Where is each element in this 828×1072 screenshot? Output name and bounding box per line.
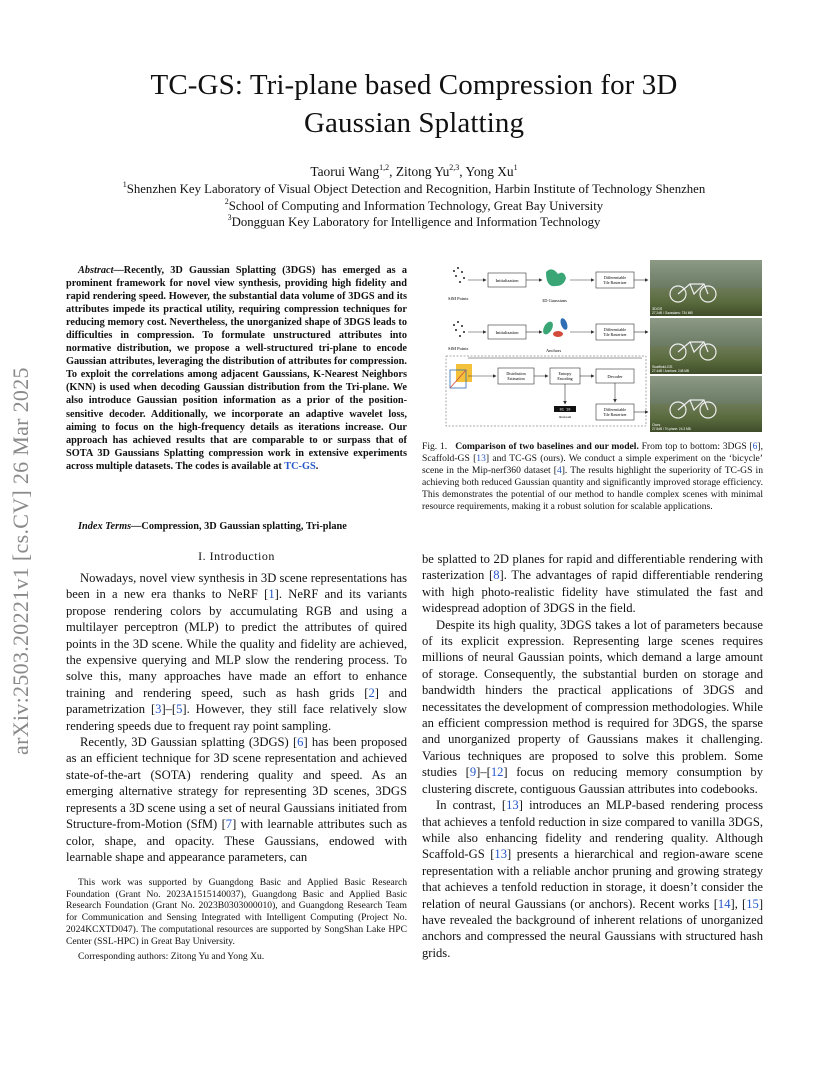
arxiv-stamp: arXiv:2503.20221v1 [cs.CV] 26 Mar 2025 bbox=[8, 367, 33, 755]
caption-label: Fig. 1. bbox=[422, 441, 448, 452]
svg-text:Distribution: Distribution bbox=[506, 371, 526, 376]
corresponding-footnote: Corresponding authors: Zitong Yu and Yong Xu. bbox=[78, 951, 265, 963]
author-1-affil: 1,2 bbox=[379, 162, 390, 172]
row2-init-box: Initialization bbox=[495, 330, 519, 335]
citation-link[interactable]: 1 bbox=[268, 587, 275, 602]
author-3: Yong Xu bbox=[465, 164, 514, 179]
caption-title: Comparison of two baselines and our model. bbox=[455, 441, 639, 452]
citation-link[interactable]: 5 bbox=[176, 702, 183, 717]
body-paragraph: Despite its high quality, 3DGS takes a lot of parameters because of its explicit expression. Representing large scenes requires millions of neural Gaussian points, which demand a large amount of storage. Consequently, the substantial burden on storage and bandwidth hinders the practical applications of 3DGS and necessitates the development of compression methodologies. While an efficient compression method is required for 3DGS, the sparse and unorganized property of Gaussians makes it challenging. Various techniques are proposed to solve this problem. Some studies [9]–[12] focus on reducing memory consumption by clustering discrete, contiguous Gaussian attributes into codebooks. bbox=[422, 617, 763, 796]
row2-mid-label: Anchors bbox=[546, 348, 562, 353]
abstract: Abstract—Recently, 3D Gaussian Splatting (3DGS) has emerged as a prominent framework for novel view synthesis, providing high fidelity and rapid rendering speed. However, the substantial data volume of 3DGS and its attributes impede its practical utility, requiring compression techniques for reducing memory cost. Nevertheless, the unorganized shape of 3DGS leads to difficulties in compression. To formulate unstructured attributes into normative distribution, we propose a well-structured tri-plane to encode Gaussian attributes, leveraging the distribution of attributes for compression. To exploit the correlations among adjacent Gaussians, K-Nearest Neighbors (KNN) is used when decoding Gaussian distribution from the Tri-plane. We also introduce Gaussian position information as a prior of the position-sensitive decoder. Additionally, we incorporate an adaptive wavelet loss, aiming to focus on the high-frequency details as iterations increase. Our approach has achieved results that are comparable to or surpass that of SOTA 3D Gaussians Splatting compression work in extensive experiments across multiple datasets. The codes is available at TC-GS. bbox=[66, 265, 407, 472]
body-paragraph: Recently, 3D Gaussian splatting (3DGS) [6] has been proposed as an efficient technique for 3D scene representation and achieved state-of-the-art (SOTA) rendering quality and speed. As an emerging alternative strategy for representing 3D scenes, 3DGS represents a 3D scene using a set of neural Gaussians initiated from Structure-from-Motion (SfM) [7] with learnable attributes such as color, shape, and opacity. These Gaussians, endowed with learnable shape and appearance parameters, can bbox=[66, 735, 408, 864]
citation-link[interactable]: 9 bbox=[469, 765, 477, 780]
author-2: Zitong Yu bbox=[395, 164, 450, 179]
author-2-affil: 2,3 bbox=[449, 162, 460, 172]
section-heading: I. Introduction bbox=[198, 549, 275, 563]
row2-input-label: SfM Points bbox=[448, 346, 469, 351]
figure-1-caption: Fig. 1. Comparison of two baselines and our model. From top to bottom: 3DGS [6], Scaffold-GS [13] and TC-GS (ours). We conduct a simple experiment on the ‘bicycle’ scene in the Mip-nerf360 dataset [4]. The results highlight the superiority of TC-GS in achieving both reduced Gaussian quantity and significantly improved storage efficiency. This demonstrates the potential of our method to handle complex scenes with minimal resource requirements, making it a robust solution for scalable applications. bbox=[422, 441, 764, 512]
row3-decoder-box: Decoder bbox=[607, 374, 623, 379]
paper-title bbox=[0, 66, 828, 142]
figure-1 bbox=[442, 258, 762, 434]
citation-link[interactable]: 12 bbox=[490, 765, 504, 780]
affiliation-3: $^3$Dongguan Key Laboratory for Intelligence and Information Technology bbox=[227, 212, 601, 229]
citation-link[interactable]: 14 bbox=[717, 896, 731, 911]
citation-link[interactable]: 2 bbox=[368, 685, 375, 700]
citation-link[interactable]: 13 bbox=[506, 798, 519, 813]
svg-text:Tile Rasterizer: Tile Rasterizer bbox=[603, 332, 627, 337]
svg-text:27.2dB / Gaussians: 734 MB: 27.2dB / Gaussians: 734 MB bbox=[652, 311, 693, 315]
author-1: Taorui Wang bbox=[310, 164, 380, 179]
rendered-photos bbox=[650, 260, 762, 432]
citation-link[interactable]: 7 bbox=[225, 817, 233, 832]
row-scaffold bbox=[448, 317, 648, 353]
svg-text:Tile Rasterizer: Tile Rasterizer bbox=[603, 412, 627, 417]
svg-text:Scaffold-GS: Scaffold-GS bbox=[652, 365, 673, 369]
citation-link[interactable]: 6 bbox=[752, 441, 758, 452]
body-paragraph: be splatted to 2D planes for rapid and differentiable rendering with rasterization [8]. The advantages of rapid differentiable rendering with high photo-realistic fidelity have stimulated the fast and widespread adoption of 3DGS in the field. bbox=[422, 552, 763, 616]
svg-text:Differentiable: Differentiable bbox=[603, 407, 627, 412]
author-list: Taorui Wang$^{1,2}$, Zitong Yu$^{2,3}$, Yong Xu$^1$ bbox=[310, 162, 518, 179]
row-tcgs bbox=[446, 356, 648, 426]
intro-column-left bbox=[66, 570, 407, 865]
svg-text:Entropy: Entropy bbox=[558, 371, 572, 376]
svg-text:Tile Rasterizer: Tile Rasterizer bbox=[603, 280, 627, 285]
intro-column-right bbox=[422, 551, 763, 961]
svg-text:Differentiable: Differentiable bbox=[603, 327, 627, 332]
title-line-1: TC-GS: Tri-plane based Compression for 3D bbox=[150, 69, 678, 101]
author-3-affil: 1 bbox=[513, 162, 518, 172]
code-link[interactable]: TC-GS bbox=[284, 460, 316, 472]
body-paragraph: In contrast, [13] introduces an MLP-based rendering process that achieves a tenfold reduction in size compared to vanilla 3DGS, while also enhancing fidelity and rendering quality. Although Scaffold-GS [13] presents a hierarchical and region-aware scene representation with a reliable anchor pruning and growing strategy that achieves a tenfold reduction in storage, it doesn’t consider the relation of neural Gaussians (or anchors). Recent works [14], [15] have revealed the background of inherent relations of unorganized anchors and compressed the neural Gaussians with structured hash grids. bbox=[422, 798, 764, 960]
row1-init-box: Initialization bbox=[495, 278, 519, 283]
svg-text:Differentiable: Differentiable bbox=[603, 275, 627, 280]
bitstream-label: bitstream bbox=[558, 415, 572, 419]
citation-link[interactable]: 13 bbox=[476, 452, 486, 464]
svg-text:Estimation: Estimation bbox=[507, 376, 525, 381]
index-terms-text: —Compression, 3D Gaussian splatting, Tri-plane bbox=[131, 521, 347, 532]
funding-footnote: This work was supported by Guangdong Basic and Applied Basic Research Foundation (Grant No. 2023A1515140037), Guangdong Basic and Applied Basic Research Foundation (Grant No. 2023B0303000010), and Guangdong Research Team for Communication and Sensing Integrated with Intelligent Computing (Project No. 2024KCXTD047). The computational resources are supported by SongShan Lake HPC Center (SSL-HPC) in Great Bay University. bbox=[66, 877, 407, 947]
row1-mid-label: 3D Gaussians bbox=[542, 298, 567, 303]
affiliation-2: $^2$School of Computing and Information Technology, Great Bay University bbox=[224, 196, 604, 213]
svg-text:27.8dB / Tri-plane: 24.3 MB: 27.8dB / Tri-plane: 24.3 MB bbox=[652, 427, 691, 431]
citation-link[interactable]: 4 bbox=[556, 464, 562, 476]
abstract-text: —Recently, 3D Gaussian Splatting (3DGS) has emerged as a prominent framework for novel view synthesis, providing high fidelity and rapid rendering speed. However, the substantial data volume of 3DGS and its attributes impede its practical utility, requiring compression techniques for reducing memory cost. Nevertheless, the unorganized shape of 3DGS leads to difficulties in compression. To formulate unstructured attributes into normative distribution, we propose a well-structured tri-plane to encode Gaussian attributes, leveraging the distribution of attributes for compression. To exploit the correlations among adjacent Gaussians, K-Nearest Neighbors (KNN) is used when decoding Gaussian distribution from the Tri-plane. We also introduce Gaussian position information as a prior of the position-sensitive decoder. Additionally, we incorporate an adaptive wavelet loss, aiming to focus on the high-frequency details as iterations increase. Our approach has achieved results that are comparable to or surpass that of SOTA 3D Gaussians Splatting compression work in extensive experiments across multiple datasets. The codes is available at bbox=[66, 265, 407, 472]
body-paragraph: Nowadays, novel view synthesis in 3D scene representations has been in a new era thanks to NeRF [1]. NeRF and its variants propose rendering colors by accumulating RGB and using a multilayer perceptron (MLP) to predict the attributes of quired points in the 3D scene. While the quality and fidelity are achieved, the expensive querying and MLP slow the rendering process. To solve this, many approaches have made an effort to enhance training and rendering speed, such as hash grids [2] and parametrization [3]–[5]. However, they still face relatively slow rendering speeds due to frequent ray point sampling. bbox=[66, 571, 407, 733]
title-line-2: Gaussian Splatting bbox=[303, 107, 525, 139]
index-terms-label: Index Terms bbox=[78, 521, 132, 532]
svg-text:Ours: Ours bbox=[652, 423, 661, 427]
citation-link[interactable]: 15 bbox=[746, 896, 759, 911]
bitstream-bits: 01 10 bbox=[559, 408, 571, 413]
svg-text:3DGS: 3DGS bbox=[652, 307, 663, 311]
abstract-label: Abstract bbox=[78, 265, 114, 276]
citation-link[interactable]: 3 bbox=[155, 702, 162, 717]
affiliation-1: $^1$Shenzhen Key Laboratory of Visual Object Detection and Recognition, Harbin Institute of Technology Shenzhen bbox=[122, 179, 706, 196]
footnotes bbox=[66, 877, 407, 967]
svg-text:27.4dB / Anchors: 248 MB: 27.4dB / Anchors: 248 MB bbox=[652, 369, 690, 373]
index-terms bbox=[66, 520, 407, 533]
row1-input-label: SfM Points bbox=[448, 296, 469, 301]
row-3dgs bbox=[448, 267, 648, 303]
svg-text:Encoding: Encoding bbox=[557, 376, 573, 381]
citation-link[interactable]: 8 bbox=[493, 568, 500, 583]
citation-link[interactable]: 6 bbox=[297, 735, 304, 750]
citation-link[interactable]: 13 bbox=[494, 847, 508, 862]
